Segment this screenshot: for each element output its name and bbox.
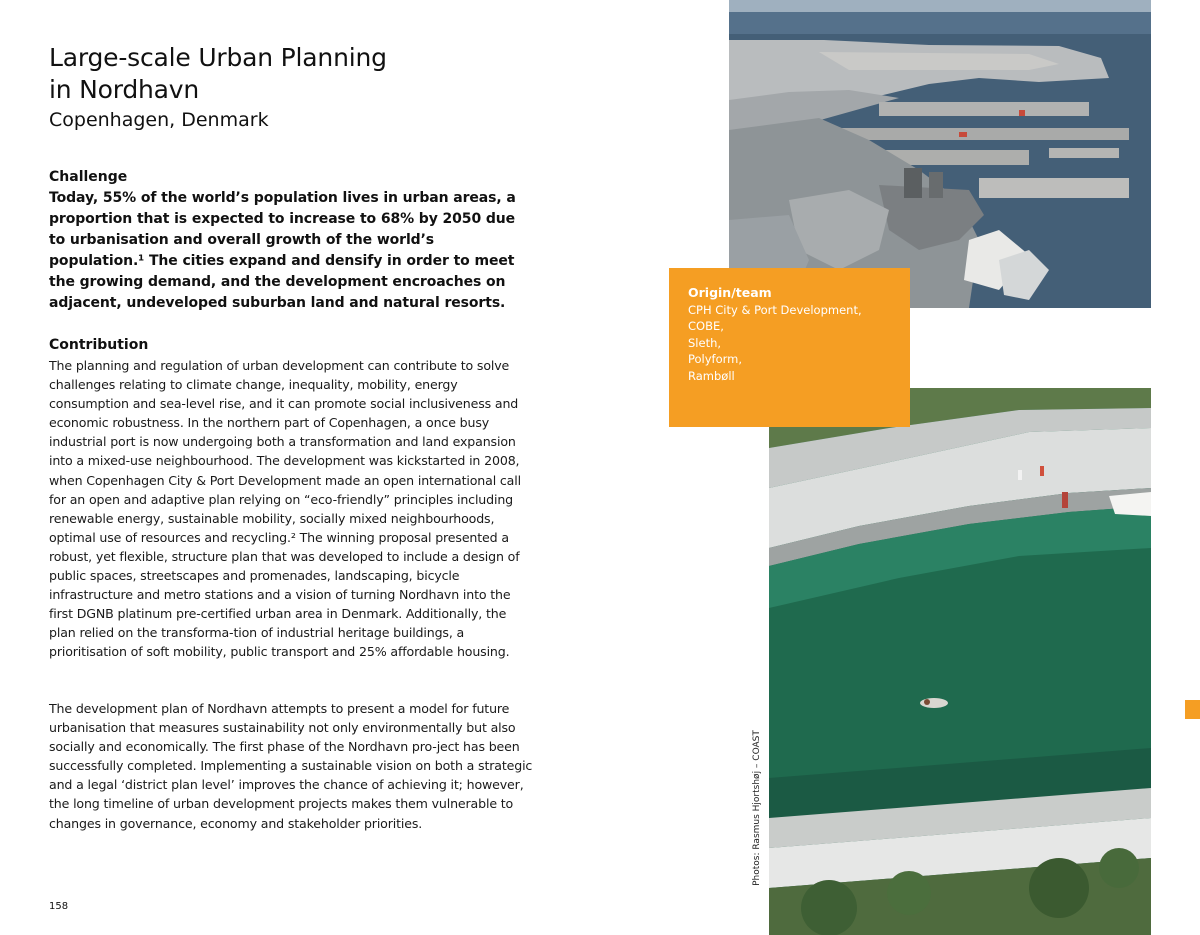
page-number: 158 [49, 901, 69, 912]
team-member: Rambøll [688, 368, 735, 383]
article-title: Large-scale Urban Planning in Nordhavn [49, 43, 387, 104]
contribution-paragraph-1: The planning and regulation of urban development can contribute to solve challenges relating to climate change, inequality, mobility, energy consumption and sea-level rise, and it can promote social inclusiveness and economic robustness. In the northern part of Copenhagen, a once busy industrial port is now undergoing both a transformation and land expansion into a mixed-use neighbourhood. The development was kickstarted in 2008, when Copenhagen City & Port Development made an open international call for an open and adaptive plan relying on “eco-friendly” principles including renewable energy, sustainable mobility, socially mixed neighbourhoods, optimal use of resources and recycling.² The winning proposal presented a robust, yet flexible, structure plan that was developed to include a design of public spaces, streetscapes and promenades, landscaping, bicycle infrastructure and metro stations and a vision of turning Nordhavn into the first DGNB platinum pre-certified urban area in Denmark. Additionally, the plan relied on the transforma-tion of industrial heritage buildings, a prioritisation of soft mobility, public transport and 25% affordable housing. [49, 358, 521, 660]
team-member: Sleth, [688, 335, 722, 350]
contribution-paragraph-2: The development plan of Nordhavn attempts to present a model for future urbanisation that measures sustainability not only environmentally but also socially and economically. The first phase of the Nordhavn pro-ject has been successfully completed. Implementing a sustainable vision on both a strategic and a legal ‘district plan level’ improves the chance of achieving it; however, the long timeline of urban development projects makes them vulnerable to changes in governance, economy and stakeholder priorities. [49, 701, 533, 831]
aerial-harbour-photo [729, 0, 1151, 308]
article-location: Copenhagen, Denmark [49, 109, 269, 131]
contribution-heading: Contribution [49, 337, 149, 353]
chapter-tab-marker [1185, 700, 1200, 719]
challenge-heading: Challenge [49, 169, 128, 185]
team-member: COBE, [688, 319, 724, 334]
origin-team-box [669, 268, 910, 427]
origin-team-heading: Origin/team [688, 285, 772, 300]
team-member: CPH City & Port Development, [688, 303, 862, 317]
team-member: Polyform, [688, 352, 743, 367]
photo-credit: Photos: Rasmus Hjortshøj – COAST [752, 730, 762, 886]
challenge-text: Today, 55% of the world’s population lives in urban areas, a proportion that is expected to increase to 68% by 2050 due to urbanisation and overall growth of the world’s population.¹ The cities expand and densify in order to meet the growing demand, and the development encroaches on adjacent, undeveloped suburban land and natural resorts. [49, 190, 516, 311]
harbour-bath-photo [769, 388, 1151, 935]
origin-team-list [688, 302, 891, 384]
